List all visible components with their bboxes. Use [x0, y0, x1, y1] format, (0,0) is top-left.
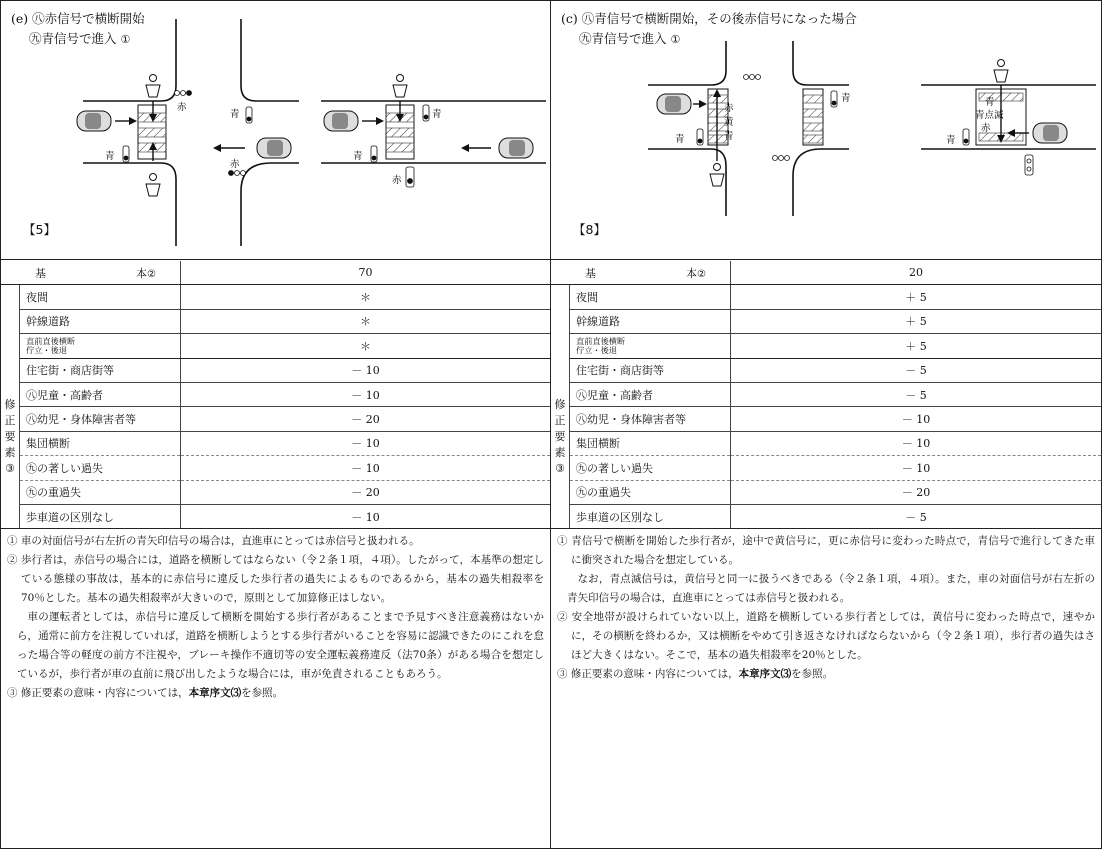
note-2-continued: 車の運転者としては，赤信号に違反して横断を開始する歩行者があることまで予見すべき注意義務はないから，通常に前方を注視していれば，道路を横断しようとする歩行者がいることを容易に認識できたのにこれを怠った場合等の軽度の前方不注視や，ブレーキ操作不適切等の安全運転義務違反（法70条）がある場合を想定しているが，歩行者が車の直前に飛び出したような場合には，車が免責されることもあろう。 — [17, 611, 544, 680]
base-label: 本 — [136, 266, 148, 280]
left-case-number: 【5】 — [23, 222, 56, 237]
base-note: ② — [147, 268, 156, 280]
table-row: ㊇児童・高齢者 － 10 — [1, 382, 550, 406]
right-title-note: ① — [670, 33, 681, 46]
left-column — [1, 1, 551, 848]
car-icon — [657, 94, 691, 114]
pedestrian-icon — [710, 164, 724, 187]
table-row: ㊈の重過失 － 20 — [1, 480, 550, 504]
table-row: ㊈の著しい過失 － 10 — [551, 456, 1101, 480]
right-rates-table — [551, 261, 1101, 529]
modifier-group-label: 修 正 要 素 ③ — [551, 285, 570, 528]
table-row: 歩車道の区別なし － 10 — [1, 504, 550, 528]
left-diagram — [1, 1, 550, 260]
base-label: 基 — [35, 266, 46, 280]
note-1: ① 青信号で横断を開始した歩行者が，途中で黄信号に，更に赤信号に変わった時点で，青信号で進行してきた車に衝突された場合を想定している。 — [557, 535, 1095, 566]
car-icon — [324, 111, 358, 131]
table-row — [1, 261, 550, 285]
car-icon — [499, 138, 533, 158]
right-title-line1: (c) ㊇青信号で横断開始，その後赤信号になった場合 — [561, 11, 857, 26]
right-notes — [551, 528, 1101, 684]
left-title-line2: ㊈青信号で進入 — [29, 31, 117, 46]
signal-label-green: 青 — [353, 151, 363, 162]
left-notes — [1, 528, 550, 703]
table-row: ㊇児童・高齢者 － 5 — [551, 382, 1101, 406]
table-row: 幹線道路 ＊ — [1, 309, 550, 333]
note-2: ② 安全地帯が設けられていない以上，道路を横断している歩行者としては，黄信号に変わった時点で，速やかに，その横断を終わるか，又は横断をやめて引き返さなければならないから（令２条１項），歩行者の過失はさほど大きくはない。そこで，基本の過失相殺率を20％とした。 — [557, 611, 1095, 661]
table-row: ㊇幼児・身体障害者等 － 20 — [1, 407, 550, 431]
table-row: 住宅街・商店街等 － 10 — [1, 358, 550, 382]
signal-label-green: 青 — [105, 151, 115, 162]
pedestrian-icon — [393, 75, 407, 98]
signal-label-red: 赤 — [392, 175, 402, 186]
signal-label-red: 赤 — [981, 123, 991, 134]
right-case-number: 【8】 — [573, 222, 606, 237]
modifier-group-label: 修 正 要 素 ③ — [1, 285, 20, 528]
table-row — [551, 261, 1101, 285]
left-title-line1: (e) ㊇赤信号で横断開始 — [11, 11, 145, 26]
car-icon — [77, 111, 111, 131]
signal-label-red: 赤 — [177, 102, 187, 113]
signal-label-green: 青 — [432, 109, 442, 120]
note-1-continued: なお，青点滅信号は，黄信号と同一に扱うべきである（令２条１項，４項）。また，車の対面信号が右左折の青矢印信号の場合は，直進車にとっては赤信号と扱われる。 — [567, 573, 1095, 604]
left-rates-table — [1, 261, 550, 529]
signal-label-green: 青 — [841, 93, 851, 104]
right-column — [551, 1, 1101, 848]
signal-label-green: 青 — [230, 109, 240, 120]
table-row: 直前直後横断 佇立・後退 ＊ — [1, 334, 550, 358]
chapter-reference: 本章序文⑶ — [738, 668, 792, 680]
signal-label-green: 青 — [985, 97, 995, 108]
base-label: 本 — [686, 266, 698, 280]
signal-label-green: 青 — [724, 131, 734, 142]
left-intersection-drawing — [1, 1, 550, 259]
signal-label-green: 青 — [675, 134, 685, 145]
table-row: 集団横断 － 10 — [1, 431, 550, 455]
right-intersection-drawing — [551, 1, 1101, 259]
right-title-line2: ㊈青信号で進入 — [579, 31, 667, 46]
table-row: 幹線道路 ＋ 5 — [551, 309, 1101, 333]
signal-label-green-flashing: 青点滅 — [975, 110, 1004, 121]
table-row: 住宅街・商店街等 － 5 — [551, 358, 1101, 382]
signal-label-red: 赤 — [724, 103, 734, 114]
table-row: 修 正 要 素 ③ 夜間 ＋ 5 — [551, 285, 1101, 309]
car-icon — [257, 138, 291, 158]
note-3: ③ 修正要素の意味・内容については，本章序文⑶を参照。 — [557, 668, 834, 680]
pedestrian-icon — [994, 60, 1008, 83]
base-label: 基 — [585, 266, 596, 280]
base-note: ② — [697, 268, 706, 280]
table-row: 集団横断 － 10 — [551, 431, 1101, 455]
note-3: ③ 修正要素の意味・内容については，本章序文⑶を参照。 — [7, 687, 284, 699]
base-value: 70 — [181, 261, 551, 285]
table-row: 修 正 要 素 ③ 夜間 ＊ — [1, 285, 550, 309]
signal-label-red: 赤 — [230, 159, 240, 170]
table-row: ㊇幼児・身体障害者等 － 10 — [551, 407, 1101, 431]
signal-label-yellow: 黄 — [724, 117, 734, 128]
note-2: ② 歩行者は，赤信号の場合には，道路を横断してはならない（令２条１項，４項）。したがって，本基準の想定している態様の事故は，基本的に赤信号に違反した歩行者の過失によるものであるから，基本の過失相殺率を70％とした。基本の過失相殺率が大きいので，原則として加算修正はしない。 — [7, 554, 544, 604]
table-row: 歩車道の区別なし － 5 — [551, 504, 1101, 528]
base-value: 20 — [731, 261, 1102, 285]
table-row: ㊈の重過失 － 20 — [551, 480, 1101, 504]
note-1: ① 車の対面信号が右左折の青矢印信号の場合は，直進車にとっては赤信号と扱われる。 — [7, 535, 420, 547]
table-row: ㊈の著しい過失 － 10 — [1, 456, 550, 480]
right-diagram — [551, 1, 1101, 260]
car-icon — [1033, 123, 1067, 143]
table-row: 直前直後横断 佇立・後退 ＋ 5 — [551, 334, 1101, 358]
signal-label-green: 青 — [946, 135, 956, 146]
left-title-note: ① — [120, 33, 131, 46]
left-scene1-roads — [83, 19, 299, 246]
chapter-reference: 本章序文⑶ — [188, 687, 242, 699]
